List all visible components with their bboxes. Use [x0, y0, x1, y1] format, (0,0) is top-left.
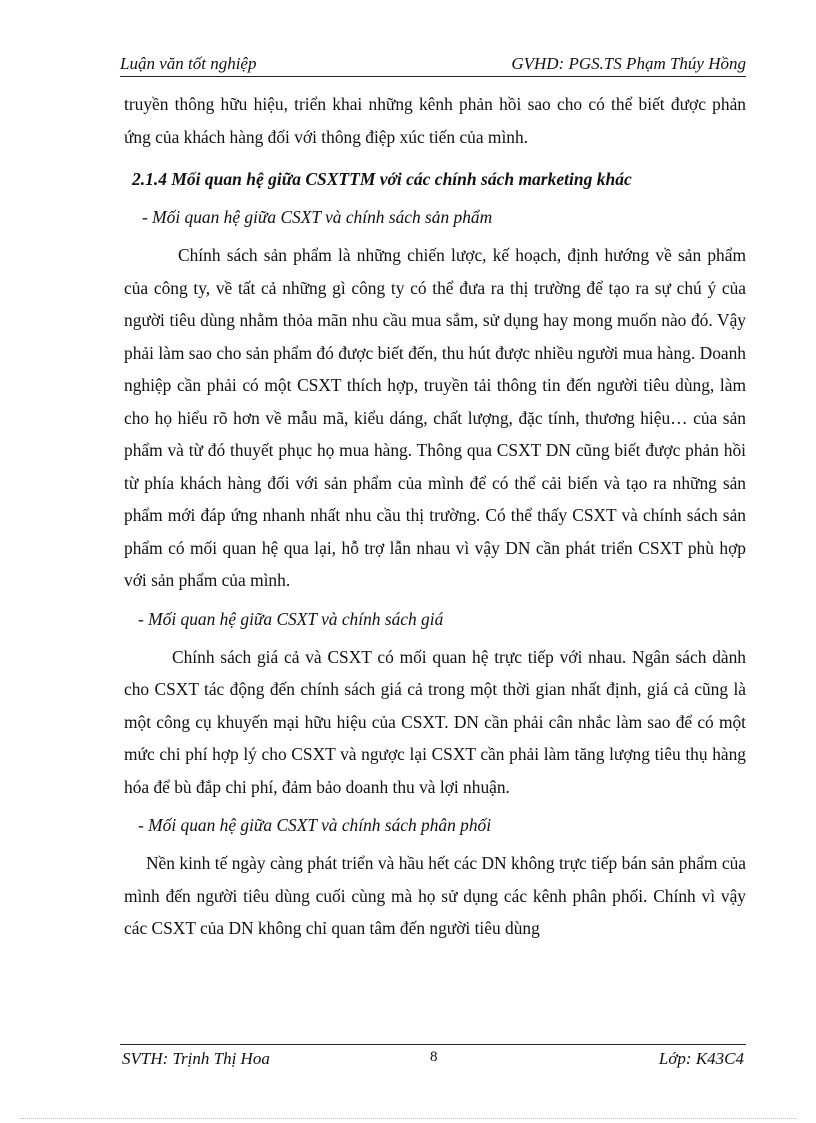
paragraph-price-policy: Chính sách giá cả và CSXT có mối quan hệ trực tiếp với nhau. Ngân sách dành cho CSXT tác động đến chính sách giá cả trong một thời gian nhất định, giá cả cũng là một công cụ khuyến mại hữu hiệu của CSXT. DN cần phải cân nhắc làm sao để có một mức chi phí hợp lý cho CSXT và ngược lại CSXT cần phải làm tăng lượng tiêu thụ hàng hóa để bù đắp chi phí, đảm bảo doanh thu và lợi nhuận.	[124, 646, 746, 797]
page-footer	[120, 1049, 746, 1073]
subheading-product-policy: - Mối quan hệ giữa CSXT và chính sách sản phẩm	[142, 207, 493, 227]
footer-divider	[120, 1044, 746, 1045]
paragraph-continuation: truyền thông hữu hiệu, triển khai những kênh phản hồi sao cho có thể biết được phản ứng của khách hàng đối với thông điệp xúc tiến của mình.	[124, 94, 746, 147]
subheading-price-policy: - Mối quan hệ giữa CSXT và chính sách giá	[138, 608, 444, 629]
header-advisor: GVHD: PGS.TS Phạm Thúy Hồng	[511, 54, 746, 73]
page-number: 8	[430, 1049, 438, 1065]
footer-class: Lớp: K43C4	[658, 1049, 744, 1068]
page-header	[120, 52, 746, 77]
paragraph-product-policy: Chính sách sản phẩm là những chiến lược, kế hoạch, định hướng về sản phẩm của công ty, về tất cả những gì công ty có thể đưa ra thị trường để tạo ra sự chú ý của người tiêu dùng nhằm thỏa mãn nhu cầu mua sắm, sử dụng hay mong muốn nào đó. Vậy phải làm sao cho sản phẩm đó được biết đến, thu hút được nhiều người mua hàng. Doanh nghiệp cần phải có một CSXT thích hợp, truyền tải thông tin đến người tiêu dùng, làm cho họ hiểu rõ hơn về mẫu mã, kiểu dáng, chất lượng, đặc tính, thương hiệu… của sản phẩm và từ đó thuyết phục họ mua hàng. Thông qua CSXT DN cũng biết được phản hồi từ phía khách hàng đối với sản phẩm của mình để có thể cải biến và tạo ra những sản phẩm mới đáp ứng nhanh nhất nhu cầu thị trường. Có thể thấy CSXT và chính sách sản phẩm có mối quan hệ qua lại, hỗ trợ lẫn nhau vì vậy DN cần phát triển CSXT phù hợp với sản phẩm của mình.	[124, 245, 746, 590]
document-body	[124, 88, 746, 945]
paragraph-distribution-policy: Nền kinh tế ngày càng phát triển và hầu hết các DN không trực tiếp bán sản phẩm của mình đến người tiêu dùng cuối cùng mà họ sử dụng các kênh phân phối. Chính vì vậy các CSXT của DN không chỉ quan tâm đến người tiêu dùng	[124, 853, 746, 938]
header-thesis-title: Luận văn tốt nghiệp	[120, 54, 257, 73]
footer-student: SVTH: Trịnh Thị Hoa	[122, 1049, 270, 1068]
subheading-distribution-policy: - Mối quan hệ giữa CSXT và chính sách phân phối	[138, 815, 492, 835]
page-bottom-rule	[20, 1118, 796, 1119]
section-heading: 2.1.4 Mối quan hệ giữa CSXTTM với các chính sách marketing khác	[132, 169, 632, 189]
